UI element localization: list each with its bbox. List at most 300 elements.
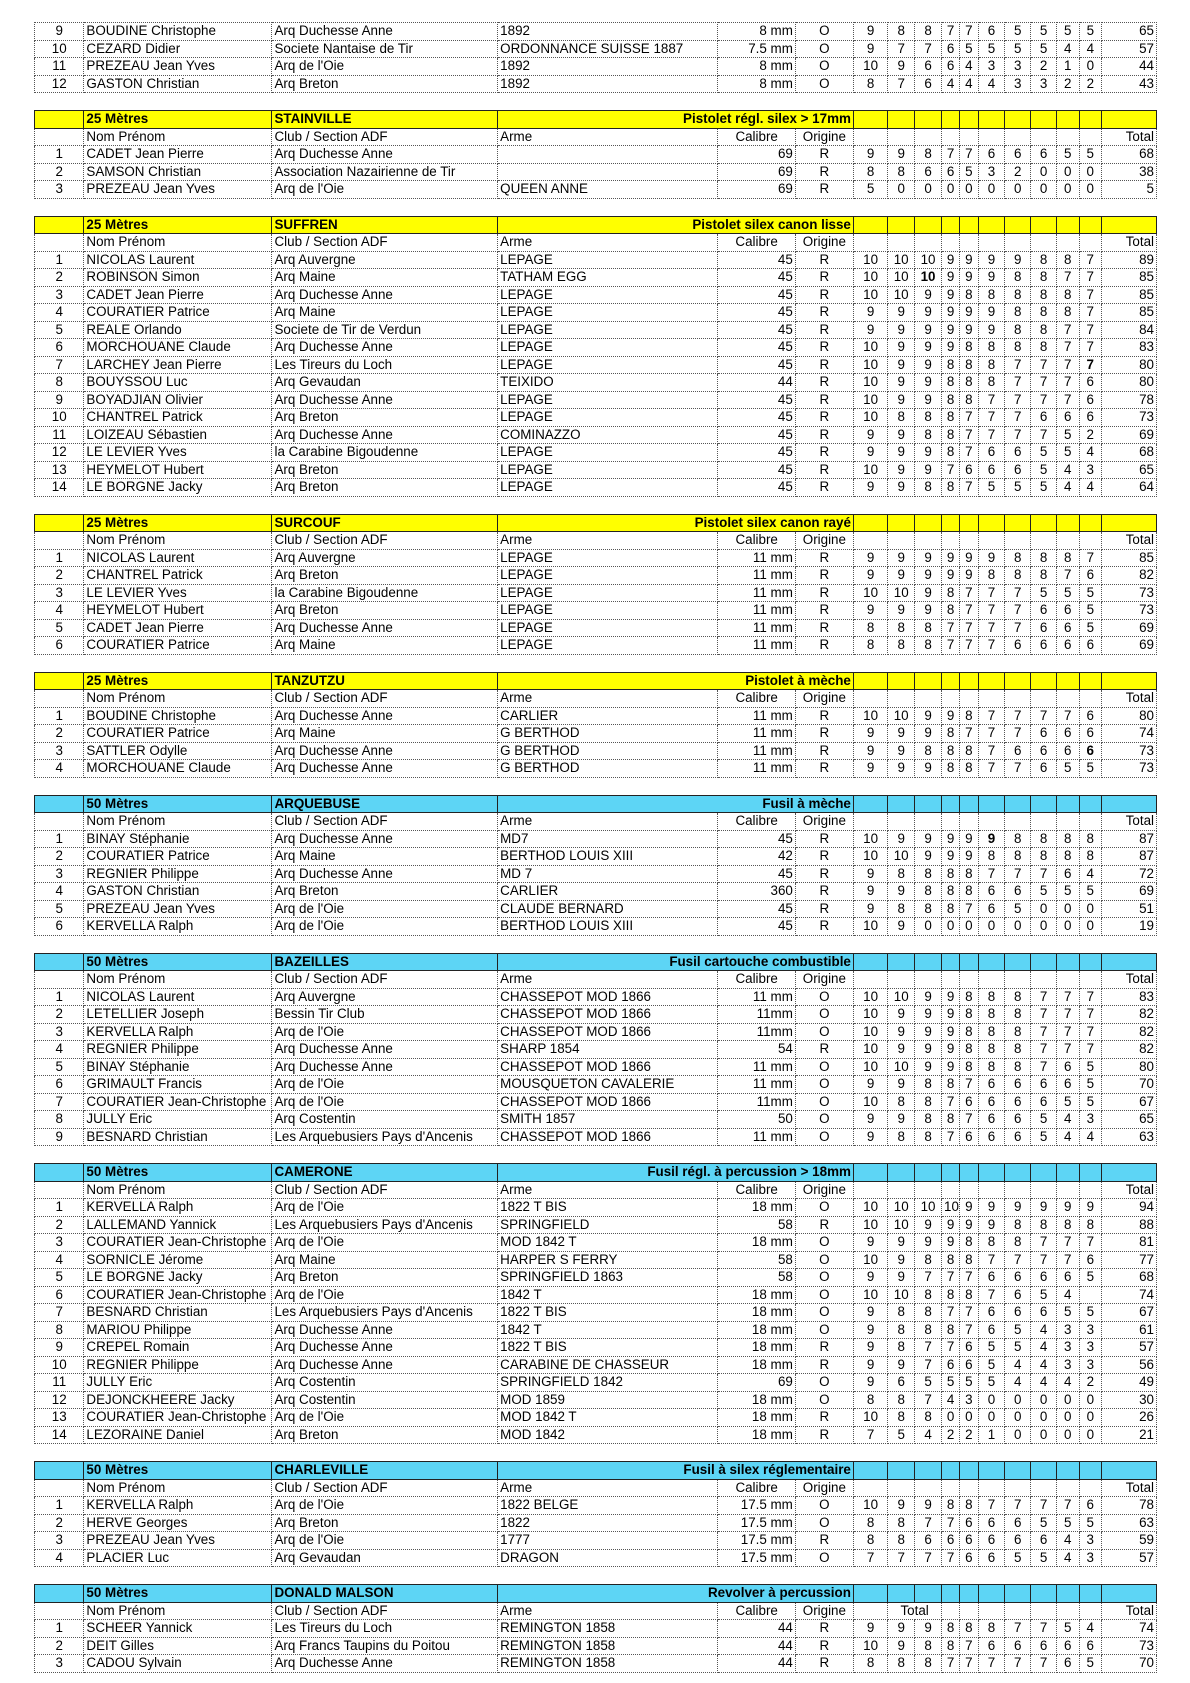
band-empty-cell [1005,795,1031,813]
table-row [35,1111,1157,1129]
name-cell: SATTLER Odylle [84,742,272,760]
distance-label: 50 Mètres [84,1164,272,1182]
header-empty-cell [1031,1479,1057,1497]
club-cell: Arq de l'Oie [272,1076,498,1094]
shot-score-cell: 8 [941,426,959,444]
shot-score-cell: 9 [853,742,887,760]
origine-cell: R [795,760,853,778]
shot-score-cell: 6 [1031,742,1057,760]
shot-score-cell: 7 [1031,1006,1057,1024]
shot-score-cell: 10 [853,584,887,602]
arme-cell: LEPAGE [498,356,718,374]
shot-score-cell: 4 [1079,1128,1102,1146]
total-cell: 26 [1102,1409,1157,1427]
shot-score-cell: 8 [960,1058,978,1076]
table-row [35,742,1157,760]
shot-score-cell: 10 [853,1286,887,1304]
club-cell: Les Tireurs du Loch [272,1620,498,1638]
shot-score-cell: 8 [915,865,942,883]
shot-score-cell: 0 [1031,918,1057,936]
shot-score-cell: 4 [960,58,978,76]
rank-cell: 6 [35,637,84,655]
shot-score-cell: 6 [1079,374,1102,392]
origine-cell: R [795,900,853,918]
header-empty-cell [888,532,915,550]
shot-score-cell: 6 [1005,637,1031,655]
shot-score-cell: 10 [888,1199,915,1217]
header-empty-cell [960,1479,978,1497]
origine-cell: O [795,1058,853,1076]
arme-cell: LEPAGE [498,567,718,585]
shot-score-cell: 6 [960,1093,978,1111]
header-empty-cell [915,532,942,550]
calibre-cell: 45 [718,830,795,848]
table-row [35,374,1157,392]
table-row [35,1216,1157,1234]
shot-score-cell: 9 [853,304,887,322]
calibre-cell: 45 [718,339,795,357]
shot-score-cell: 3 [1031,75,1057,93]
shot-score-cell: 8 [978,286,1005,304]
shot-score-cell: 7 [960,1637,978,1655]
shot-score-cell: 9 [978,1199,1005,1217]
shot-score-cell: 8 [1005,304,1031,322]
shot-score-cell: 3 [978,58,1005,76]
shot-score-cell: 10 [888,1286,915,1304]
rank-cell: 6 [35,339,84,357]
shot-score-cell: 5 [1079,1269,1102,1287]
rank-cell: 3 [35,865,84,883]
shot-score-cell: 7 [1079,1006,1102,1024]
header-empty-cell [1005,813,1031,831]
name-cell: CREPEL Romain [84,1339,272,1357]
header-club: Club / Section ADF [272,128,498,146]
origine-cell: R [795,146,853,164]
shot-score-cell: 7 [941,1655,959,1673]
shot-score-cell: 8 [978,1041,1005,1059]
shot-score-cell: 9 [915,1023,942,1041]
rank-cell: 6 [35,1076,84,1094]
club-cell: Arq Breton [272,1426,498,1444]
shot-score-cell: 6 [1056,409,1079,427]
total-cell: 63 [1102,1514,1157,1532]
shot-score-cell: 8 [942,1076,960,1094]
band-empty-cell [1102,111,1157,129]
band-empty-cell [1079,953,1102,971]
shot-score-cell: 9 [960,304,978,322]
shot-score-cell: 8 [941,391,959,409]
band-empty-cell [1031,1164,1057,1182]
shot-score-cell: 7 [1005,426,1031,444]
header-empty-cell [1079,690,1102,708]
table-row [35,1304,1157,1322]
section-spacer [34,497,1157,514]
header-total: Total [1102,813,1157,831]
shot-score-cell: 9 [888,444,915,462]
calibre-cell: 45 [718,286,795,304]
shot-score-cell: 4 [1031,1374,1057,1392]
shot-score-cell: 5 [1031,584,1057,602]
total-cell: 70 [1102,1655,1157,1673]
origine-cell: O [795,1093,853,1111]
header-calibre: Calibre [718,1181,795,1199]
shot-score-cell: 8 [941,444,959,462]
rank-cell: 1 [35,146,84,164]
header-club: Club / Section ADF [272,532,498,550]
header-name: Nom Prénom [84,234,272,252]
shot-score-cell: 6 [915,75,942,93]
origine-cell: O [795,1391,853,1409]
band-empty-cell [888,672,915,690]
shot-score-cell: 8 [941,409,959,427]
shot-score-cell: 8 [1031,321,1057,339]
shot-score-cell: 9 [915,321,942,339]
shot-score-cell: 8 [1056,286,1079,304]
arme-cell: LEPAGE [498,339,718,357]
shot-score-cell: 5 [1005,23,1031,41]
calibre-cell: 11 mm [718,707,795,725]
shot-score-cell: 5 [1079,760,1102,778]
calibre-cell: 45 [718,865,795,883]
shot-score-cell: 8 [1031,567,1057,585]
shot-score-cell: 9 [888,567,915,585]
band-empty-cell [942,1164,960,1182]
calibre-cell: 45 [718,918,795,936]
shot-score-cell: 9 [888,1620,915,1638]
section-spacer [34,93,1157,110]
band-empty-cell [941,795,959,813]
shot-score-cell: 7 [942,1093,960,1111]
header-empty-cell [853,971,887,989]
shot-score-cell: 7 [1005,1620,1031,1638]
shot-score-cell: 10 [853,1409,887,1427]
shot-score-cell: 8 [960,374,978,392]
rank-cell: 5 [35,1058,84,1076]
shot-score-cell: 7 [915,1269,942,1287]
section-spacer [34,1567,1157,1584]
distance-label: 25 Mètres [84,111,272,129]
header-empty-cell [960,128,978,146]
total-cell: 21 [1102,1426,1157,1444]
shot-score-cell: 9 [888,1111,915,1129]
arme-cell: 1777 [498,1532,718,1550]
shot-score-cell: 9 [915,1058,942,1076]
calibre-cell: 44 [718,1620,795,1638]
shot-score-cell: 7 [1056,374,1079,392]
name-cell: LETELLIER Joseph [84,1006,272,1024]
shot-score-cell: 9 [888,356,915,374]
shot-score-cell: 4 [942,1391,960,1409]
shot-score-cell: 7 [941,461,959,479]
shot-score-cell: 6 [1031,1076,1057,1094]
table-row [35,830,1157,848]
origine-cell: O [795,1111,853,1129]
header-empty-cell [1079,1181,1102,1199]
shot-score-cell: 3 [1079,1532,1102,1550]
shot-score-cell: 4 [1056,1128,1079,1146]
table-row [35,181,1157,199]
table-row [35,1023,1157,1041]
rank-cell: 3 [35,742,84,760]
shot-score-cell: 9 [853,865,887,883]
club-cell: Arq Duchesse Anne [272,1356,498,1374]
shot-score-cell: 10 [888,848,915,866]
rank-cell: 9 [35,23,84,41]
name-cell: MORCHOUANE Claude [84,760,272,778]
shot-score-cell: 9 [888,461,915,479]
club-cell: Arq Maine [272,269,498,287]
arme-cell: G BERTHOD [498,742,718,760]
header-empty-cell [1056,532,1079,550]
shot-score-cell: 7 [942,1339,960,1357]
table-row [35,1391,1157,1409]
shot-score-cell: 8 [888,1339,915,1357]
name-cell: HEYMELOT Hubert [84,602,272,620]
header-empty-cell [978,971,1005,989]
table-row [35,23,1157,41]
column-header-row [35,234,1157,252]
origine-cell: R [795,1620,853,1638]
shot-score-cell: 9 [1005,251,1031,269]
shot-score-cell: 6 [960,461,978,479]
header-total: Total [1102,690,1157,708]
shot-score-cell: 9 [915,304,942,322]
table-row [35,391,1157,409]
shot-score-cell: 7 [1056,1023,1079,1041]
origine-cell: R [795,304,853,322]
calibre-cell: 44 [718,1655,795,1673]
band-empty-cell [1079,1462,1102,1480]
shot-score-cell: 9 [853,883,887,901]
table-row [35,146,1157,164]
header-name: Nom Prénom [84,532,272,550]
header-empty-cell [1079,128,1102,146]
shot-score-cell: 8 [1005,830,1031,848]
shot-score-cell: 8 [888,1321,915,1339]
arme-cell: CARLIER [498,883,718,901]
club-cell: Arq Breton [272,602,498,620]
shot-score-cell: 9 [915,1041,942,1059]
shot-score-cell: 5 [1056,444,1079,462]
shot-score-cell: 9 [942,1006,960,1024]
rank-cell: 8 [35,1111,84,1129]
band-empty-cell [978,514,1005,532]
club-cell: Arq de l'Oie [272,1532,498,1550]
shot-score-cell: 8 [888,1304,915,1322]
match-name: CAMERONE [272,1164,498,1182]
table-row [35,1286,1157,1304]
results-sheet [34,22,1157,1673]
section-spacer [34,1444,1157,1461]
total-cell: 82 [1102,1023,1157,1041]
name-cell: CADET Jean Pierre [84,619,272,637]
shot-score-cell: 7 [1056,1497,1079,1515]
section-spacer [34,1146,1157,1163]
shot-score-cell: 7 [942,1269,960,1287]
shot-score-cell: 7 [1005,602,1031,620]
shot-score-cell: 3 [960,1391,978,1409]
shot-score-cell: 6 [1056,742,1079,760]
shot-score-cell: 6 [1005,1076,1031,1094]
shot-score-cell: 9 [942,1023,960,1041]
table-row [35,1409,1157,1427]
header-total: Total [1102,1181,1157,1199]
match-name: SURCOUF [272,514,498,532]
origine-cell: R [795,163,853,181]
header-empty-cell [960,1602,978,1620]
shot-score-cell: 5 [1056,760,1079,778]
shot-score-cell: 8 [853,1391,887,1409]
header-empty-cell [960,971,978,989]
shot-score-cell: 5 [1056,883,1079,901]
shot-score-cell: 7 [1056,567,1079,585]
arme-cell: CHASSEPOT MOD 1866 [498,1006,718,1024]
name-cell: LOIZEAU Sébastien [84,426,272,444]
shot-score-cell: 9 [853,23,887,41]
header-arme: Arme [498,532,718,550]
shot-score-cell: 6 [942,40,960,58]
rank-cell: 4 [35,883,84,901]
calibre-cell: 7.5 mm [718,40,795,58]
shot-score-cell: 8 [915,426,942,444]
shot-score-cell: 5 [1079,584,1102,602]
shot-score-cell: 10 [853,848,887,866]
name-cell: DEJONCKHEERE Jacky [84,1391,272,1409]
total-cell: 19 [1102,918,1157,936]
total-cell: 77 [1102,1251,1157,1269]
rank-cell: 10 [35,1356,84,1374]
shot-score-cell: 9 [915,848,942,866]
origine-cell: O [795,1497,853,1515]
shot-score-cell: 5 [1056,1304,1079,1322]
shot-score-cell: 5 [978,479,1005,497]
calibre-cell: 45 [718,426,795,444]
band-empty-cell [1031,1585,1057,1603]
club-cell: Arq de l'Oie [272,918,498,936]
shot-score-cell: 7 [1056,1251,1079,1269]
shot-score-cell: 9 [888,602,915,620]
rank-cell: 2 [35,163,84,181]
shot-score-cell: 5 [1079,883,1102,901]
shot-score-cell: 7 [960,146,978,164]
shot-score-cell: 7 [1005,1251,1031,1269]
shot-score-cell: 8 [1056,830,1079,848]
header-origine: Origine [795,532,853,550]
calibre-cell: 44 [718,374,795,392]
header-empty-cell [941,690,959,708]
header-calibre: Calibre [718,234,795,252]
shot-score-cell: 5 [1079,619,1102,637]
shot-score-cell: 9 [942,1041,960,1059]
calibre-cell: 45 [718,444,795,462]
shot-score-cell: 7 [942,619,960,637]
band-empty-cell [35,1462,84,1480]
origine-cell: R [795,1426,853,1444]
shot-score-cell: 8 [960,1023,978,1041]
shot-score-cell: 7 [1031,707,1057,725]
shot-score-cell: 9 [915,602,942,620]
shot-score-cell: 9 [888,760,915,778]
shot-score-cell: 8 [915,1251,942,1269]
calibre-cell: 18 mm [718,1199,795,1217]
club-cell: Arq Duchesse Anne [272,286,498,304]
shot-score-cell: 5 [1056,1620,1079,1638]
band-empty-cell [853,111,887,129]
band-empty-cell [942,514,960,532]
shot-score-cell: 0 [1056,1391,1079,1409]
shot-score-cell: 8 [1005,1023,1031,1041]
section-spacer [34,936,1157,953]
shot-score-cell: 7 [978,619,1005,637]
total-cell: 80 [1102,707,1157,725]
shot-score-cell: 7 [888,40,915,58]
band-empty-cell [960,953,978,971]
club-cell: Arq de l'Oie [272,58,498,76]
shot-score-cell: 9 [915,988,942,1006]
match-name: BAZEILLES [272,953,498,971]
header-empty-cell [915,690,942,708]
total-cell: 85 [1102,549,1157,567]
band-empty-cell [853,1462,887,1480]
shot-score-cell: 7 [1031,1497,1057,1515]
shot-score-cell: 8 [888,637,915,655]
table-row [35,163,1157,181]
shot-score-cell: 9 [888,426,915,444]
shot-score-cell: 8 [915,409,942,427]
shot-score-cell: 7 [960,1321,978,1339]
arme-cell: TEIXIDO [498,374,718,392]
shot-score-cell: 9 [960,269,978,287]
club-cell: Arq Breton [272,75,498,93]
header-empty-cell [1031,813,1057,831]
header-empty-cell [1005,1181,1031,1199]
calibre-cell: 18 mm [718,1426,795,1444]
shot-score-cell: 8 [915,479,942,497]
band-empty-cell [888,953,915,971]
shot-score-cell: 7 [1056,1041,1079,1059]
arme-cell: MD7 [498,830,718,848]
calibre-cell: 11 mm [718,760,795,778]
total-cell: 63 [1102,1128,1157,1146]
club-cell: Arq de l'Oie [272,1497,498,1515]
band-empty-cell [35,672,84,690]
arme-cell: MOUSQUETON CAVALERIE [498,1076,718,1094]
shot-score-cell: 9 [888,339,915,357]
rank-cell: 6 [35,918,84,936]
column-header-row [35,532,1157,550]
shot-score-cell: 5 [1056,23,1079,41]
header-empty-cell [960,1181,978,1199]
calibre-cell: 42 [718,848,795,866]
header-empty-cell [1056,813,1079,831]
origine-cell: O [795,1321,853,1339]
total-cell: 83 [1102,339,1157,357]
rank-cell: 10 [35,409,84,427]
arme-cell: CHASSEPOT MOD 1866 [498,1093,718,1111]
club-cell: Arq de l'Oie [272,1093,498,1111]
name-cell: COURATIER Jean-Christophe [84,1234,272,1252]
shot-score-cell: 8 [978,374,1005,392]
origine-cell: R [795,637,853,655]
table-row [35,1339,1157,1357]
arme-cell: LEPAGE [498,321,718,339]
total-cell: 65 [1102,461,1157,479]
shot-score-cell: 3 [1079,1321,1102,1339]
shot-score-cell: 4 [1079,1620,1102,1638]
shot-score-cell: 8 [1031,848,1057,866]
shot-score-cell: 6 [1005,1111,1031,1129]
shot-score-cell: 8 [978,1023,1005,1041]
